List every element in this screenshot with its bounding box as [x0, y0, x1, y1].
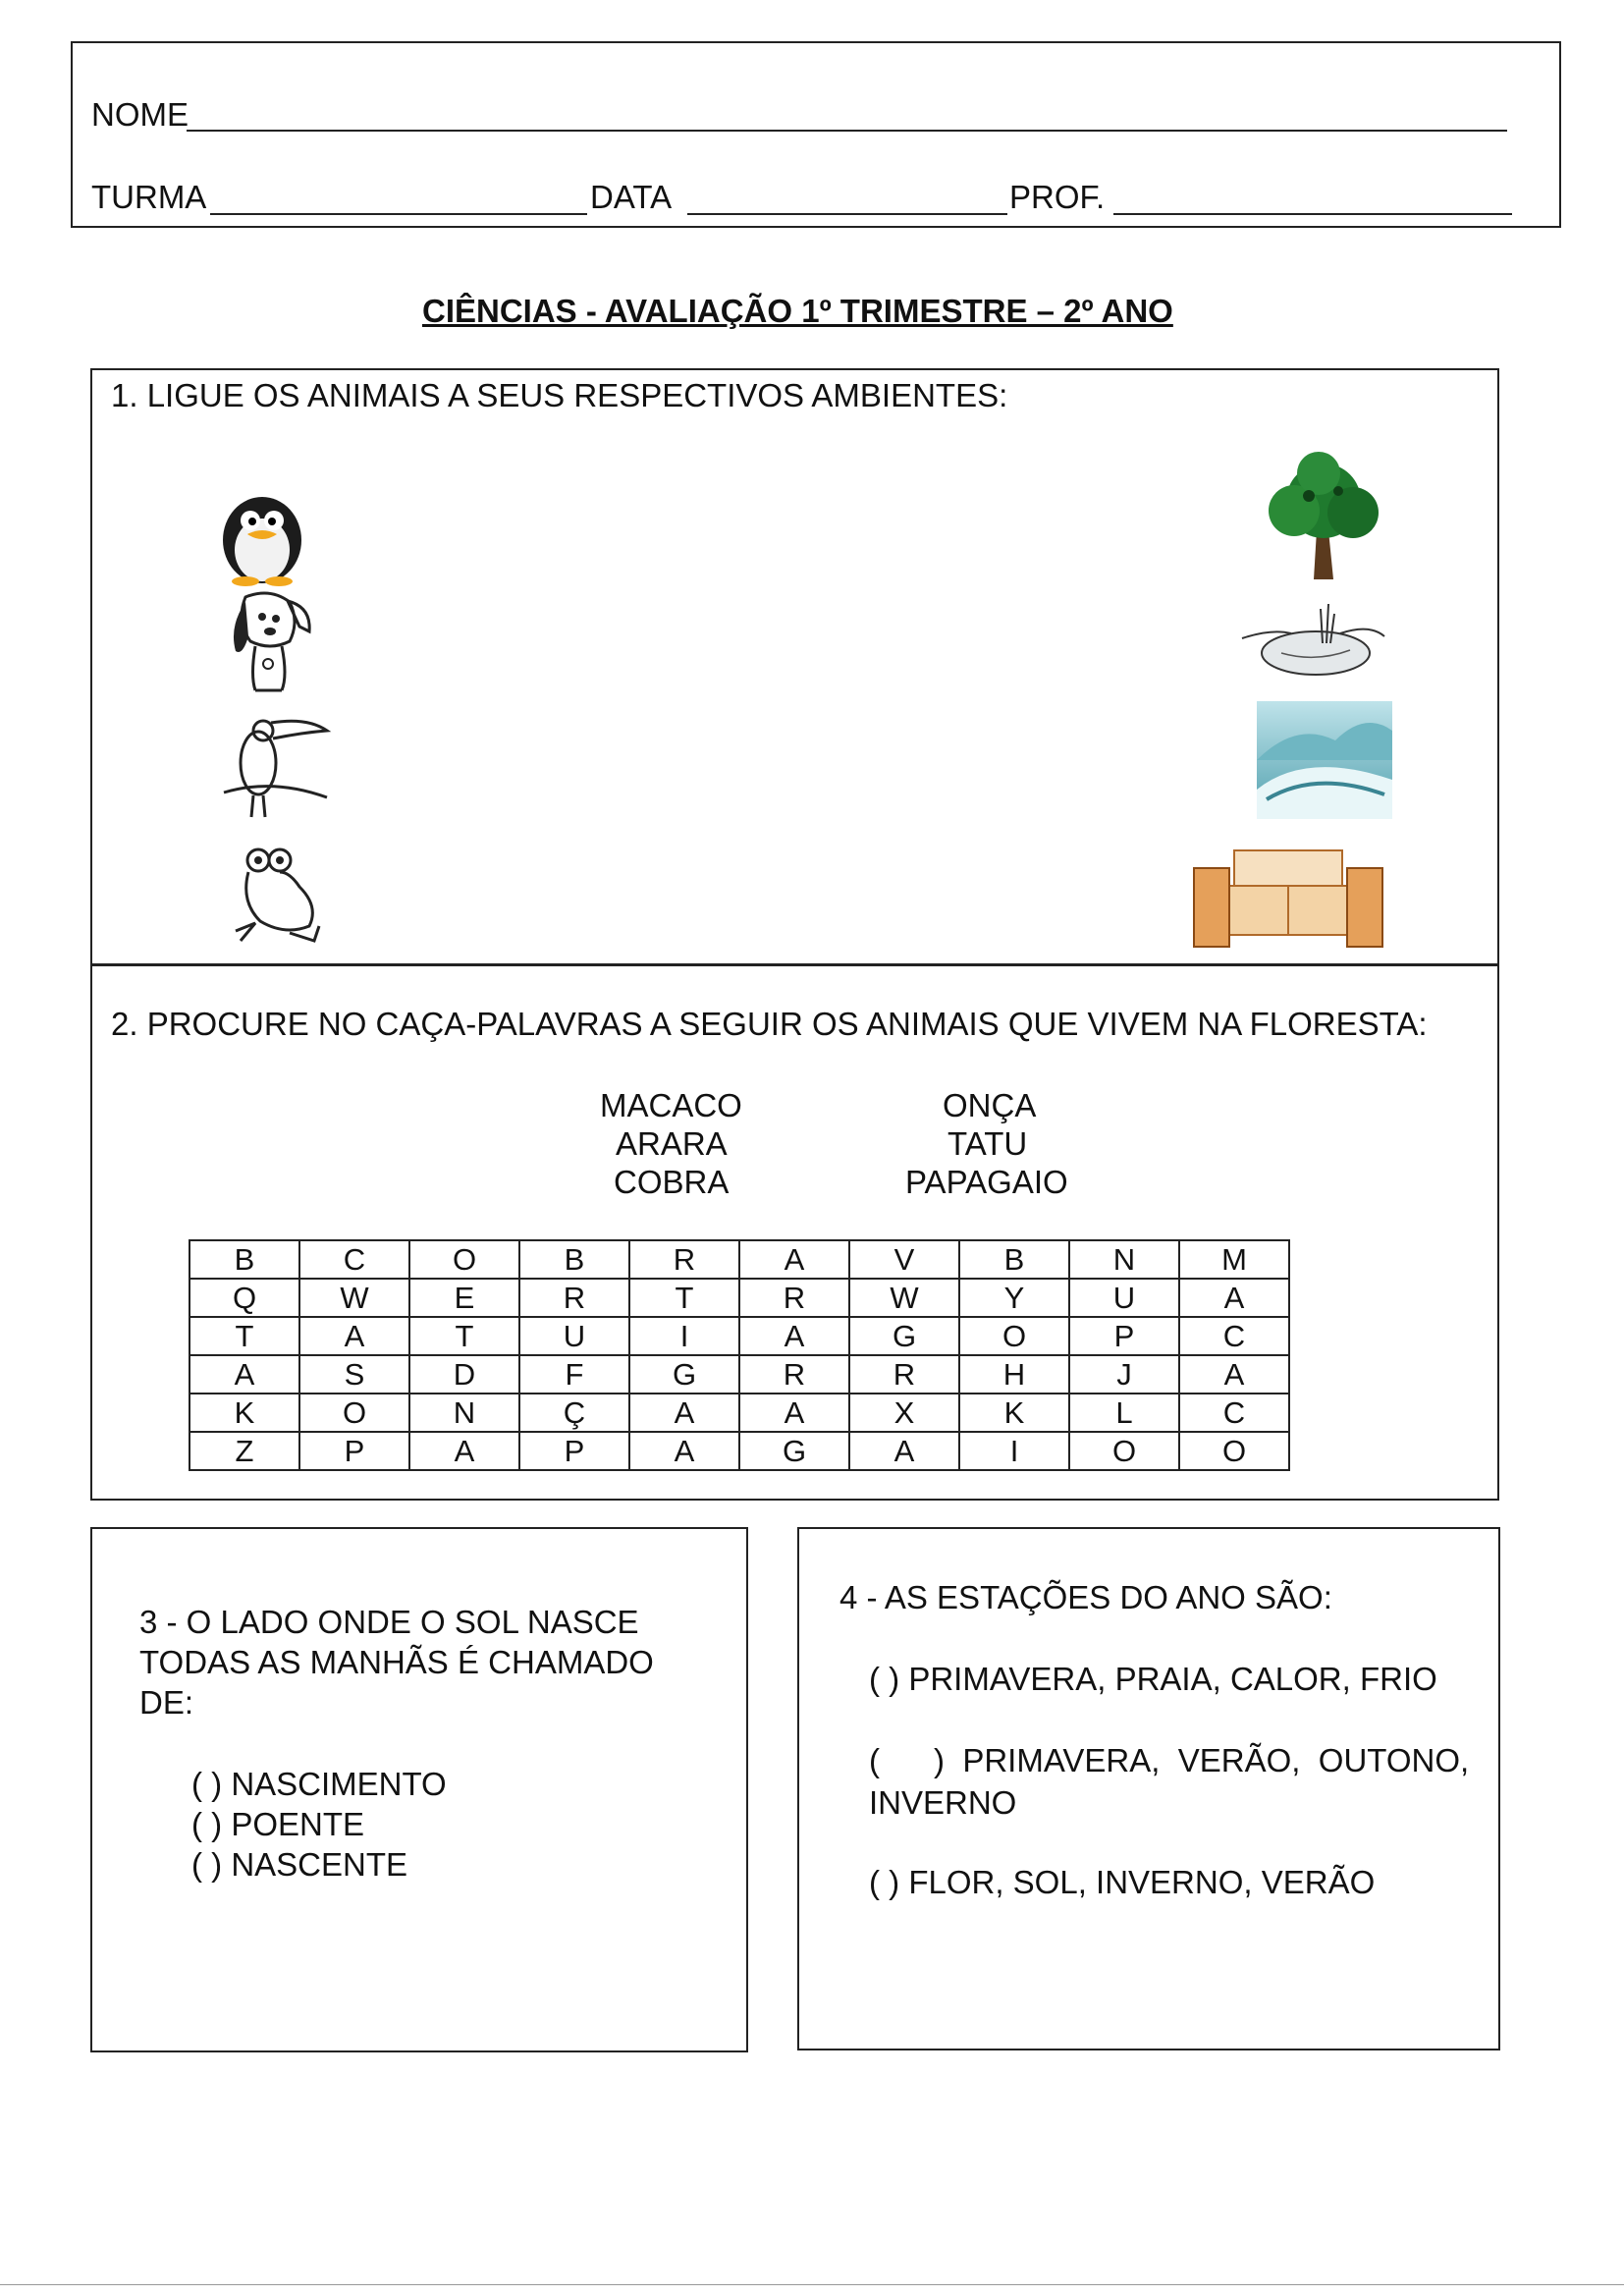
grid-row — [189, 1394, 1289, 1432]
word-papagaio: PAPAGAIO — [905, 1164, 1068, 1200]
grid-cell[interactable]: B — [519, 1240, 629, 1279]
q3-prompt-line3: DE: — [139, 1684, 194, 1721]
grid-cell[interactable]: O — [959, 1317, 1069, 1355]
word-tatu: TATU — [947, 1125, 1028, 1162]
grid-cell[interactable]: Ç — [519, 1394, 629, 1432]
prof-field[interactable] — [1113, 213, 1512, 215]
grid-cell[interactable]: V — [849, 1240, 959, 1279]
frog-icon[interactable] — [231, 843, 324, 946]
grid-cell[interactable]: A — [739, 1317, 849, 1355]
q4-option-2-line2: INVERNO — [869, 1784, 1017, 1821]
grid-cell[interactable]: C — [1179, 1394, 1289, 1432]
grid-cell[interactable]: I — [959, 1432, 1069, 1470]
grid-cell[interactable]: T — [409, 1317, 519, 1355]
grid-cell[interactable]: H — [959, 1355, 1069, 1394]
grid-cell[interactable]: P — [299, 1432, 409, 1470]
grid-cell[interactable]: R — [629, 1240, 739, 1279]
grid-cell[interactable]: A — [849, 1432, 959, 1470]
grid-cell[interactable]: A — [299, 1317, 409, 1355]
q3-option-nascimento[interactable]: ( ) NASCIMENTO — [191, 1766, 447, 1802]
q4-option-3[interactable]: ( ) FLOR, SOL, INVERNO, VERÃO — [869, 1864, 1376, 1900]
grid-cell[interactable]: D — [409, 1355, 519, 1394]
penguin-icon[interactable] — [218, 479, 306, 587]
grid-row — [189, 1355, 1289, 1394]
grid-cell[interactable]: K — [189, 1394, 299, 1432]
grid-cell[interactable]: A — [629, 1394, 739, 1432]
grid-cell[interactable]: T — [189, 1317, 299, 1355]
grid-row — [189, 1279, 1289, 1317]
grid-cell[interactable]: I — [629, 1317, 739, 1355]
grid-cell[interactable]: S — [299, 1355, 409, 1394]
grid-cell[interactable]: P — [1069, 1317, 1179, 1355]
grid-cell[interactable]: U — [519, 1317, 629, 1355]
grid-cell[interactable]: W — [299, 1279, 409, 1317]
grid-cell[interactable]: P — [519, 1432, 629, 1470]
grid-cell[interactable]: N — [409, 1394, 519, 1432]
nome-field[interactable] — [187, 130, 1507, 132]
grid-cell[interactable]: A — [629, 1432, 739, 1470]
q2-prompt: 2. PROCURE NO CAÇA-PALAVRAS A SEGUIR OS ANIMAIS QUE VIVEM NA FLORESTA: — [111, 1006, 1428, 1042]
data-label: DATA — [590, 179, 673, 215]
grid-cell[interactable]: E — [409, 1279, 519, 1317]
grid-cell[interactable]: O — [1179, 1432, 1289, 1470]
q3-option-poente[interactable]: ( ) POENTE — [191, 1806, 365, 1842]
grid-cell[interactable]: R — [739, 1279, 849, 1317]
dog-icon[interactable] — [221, 587, 314, 695]
prof-label: PROF. — [1009, 179, 1106, 215]
sofa-icon[interactable] — [1190, 847, 1386, 955]
grid-cell[interactable]: X — [849, 1394, 959, 1432]
turma-field[interactable] — [210, 213, 587, 215]
grid-cell[interactable]: O — [409, 1240, 519, 1279]
header-box — [71, 41, 1561, 228]
q3-option-nascente[interactable]: ( ) NASCENTE — [191, 1846, 408, 1883]
grid-cell[interactable]: L — [1069, 1394, 1179, 1432]
grid-row — [189, 1240, 1289, 1279]
grid-cell[interactable]: T — [629, 1279, 739, 1317]
grid-cell[interactable]: R — [519, 1279, 629, 1317]
grid-cell[interactable]: G — [739, 1432, 849, 1470]
grid-cell[interactable]: G — [849, 1317, 959, 1355]
grid-cell[interactable]: W — [849, 1279, 959, 1317]
page-title: CIÊNCIAS - AVALIAÇÃO 1º TRIMESTRE – 2º ANO — [422, 293, 1173, 329]
grid-cell[interactable]: Q — [189, 1279, 299, 1317]
grid-cell[interactable]: A — [189, 1355, 299, 1394]
snow-mountain-icon[interactable] — [1257, 701, 1392, 819]
grid-cell[interactable]: O — [1069, 1432, 1179, 1470]
q1-prompt: 1. LIGUE OS ANIMAIS A SEUS RESPECTIVOS AMBIENTES: — [111, 377, 1008, 413]
grid-row — [189, 1317, 1289, 1355]
word-onca: ONÇA — [943, 1087, 1037, 1123]
grid-cell[interactable]: B — [959, 1240, 1069, 1279]
q4-option-2-line1[interactable]: ( ) PRIMAVERA, VERÃO, OUTONO, — [869, 1742, 1470, 1778]
word-arara: ARARA — [616, 1125, 728, 1162]
data-field[interactable] — [687, 213, 1007, 215]
grid-cell[interactable]: C — [299, 1240, 409, 1279]
grid-cell[interactable]: G — [629, 1355, 739, 1394]
grid-cell[interactable]: M — [1179, 1240, 1289, 1279]
grid-cell[interactable]: U — [1069, 1279, 1179, 1317]
word-search-grid — [189, 1239, 1290, 1471]
grid-cell[interactable]: A — [409, 1432, 519, 1470]
grid-cell[interactable]: A — [739, 1240, 849, 1279]
page-bottom-line — [0, 2284, 1624, 2285]
pond-icon[interactable] — [1232, 599, 1389, 687]
grid-cell[interactable]: R — [739, 1355, 849, 1394]
nome-label: NOME — [91, 96, 189, 133]
grid-cell[interactable]: A — [739, 1394, 849, 1432]
word-macaco: MACACO — [600, 1087, 742, 1123]
grid-cell[interactable]: N — [1069, 1240, 1179, 1279]
toucan-icon[interactable] — [214, 709, 332, 822]
grid-cell[interactable]: F — [519, 1355, 629, 1394]
grid-cell[interactable]: R — [849, 1355, 959, 1394]
q3-prompt-line2: TODAS AS MANHÃS É CHAMADO — [139, 1644, 654, 1680]
word-cobra: COBRA — [614, 1164, 730, 1200]
grid-cell[interactable]: A — [1179, 1279, 1289, 1317]
grid-cell[interactable]: J — [1069, 1355, 1179, 1394]
grid-row — [189, 1432, 1289, 1470]
grid-cell[interactable]: K — [959, 1394, 1069, 1432]
grid-cell[interactable]: Z — [189, 1432, 299, 1470]
q3-prompt-line1: 3 - O LADO ONDE O SOL NASCE — [139, 1604, 639, 1640]
grid-cell[interactable]: A — [1179, 1355, 1289, 1394]
grid-cell[interactable]: C — [1179, 1317, 1289, 1355]
grid-cell[interactable]: B — [189, 1240, 299, 1279]
grid-cell[interactable]: O — [299, 1394, 409, 1432]
tree-icon[interactable] — [1260, 452, 1387, 584]
q4-prompt: 4 - AS ESTAÇÕES DO ANO SÃO: — [839, 1579, 1332, 1615]
q4-option-1[interactable]: ( ) PRIMAVERA, PRAIA, CALOR, FRIO — [869, 1661, 1437, 1697]
grid-cell[interactable]: Y — [959, 1279, 1069, 1317]
turma-label: TURMA — [91, 179, 207, 215]
